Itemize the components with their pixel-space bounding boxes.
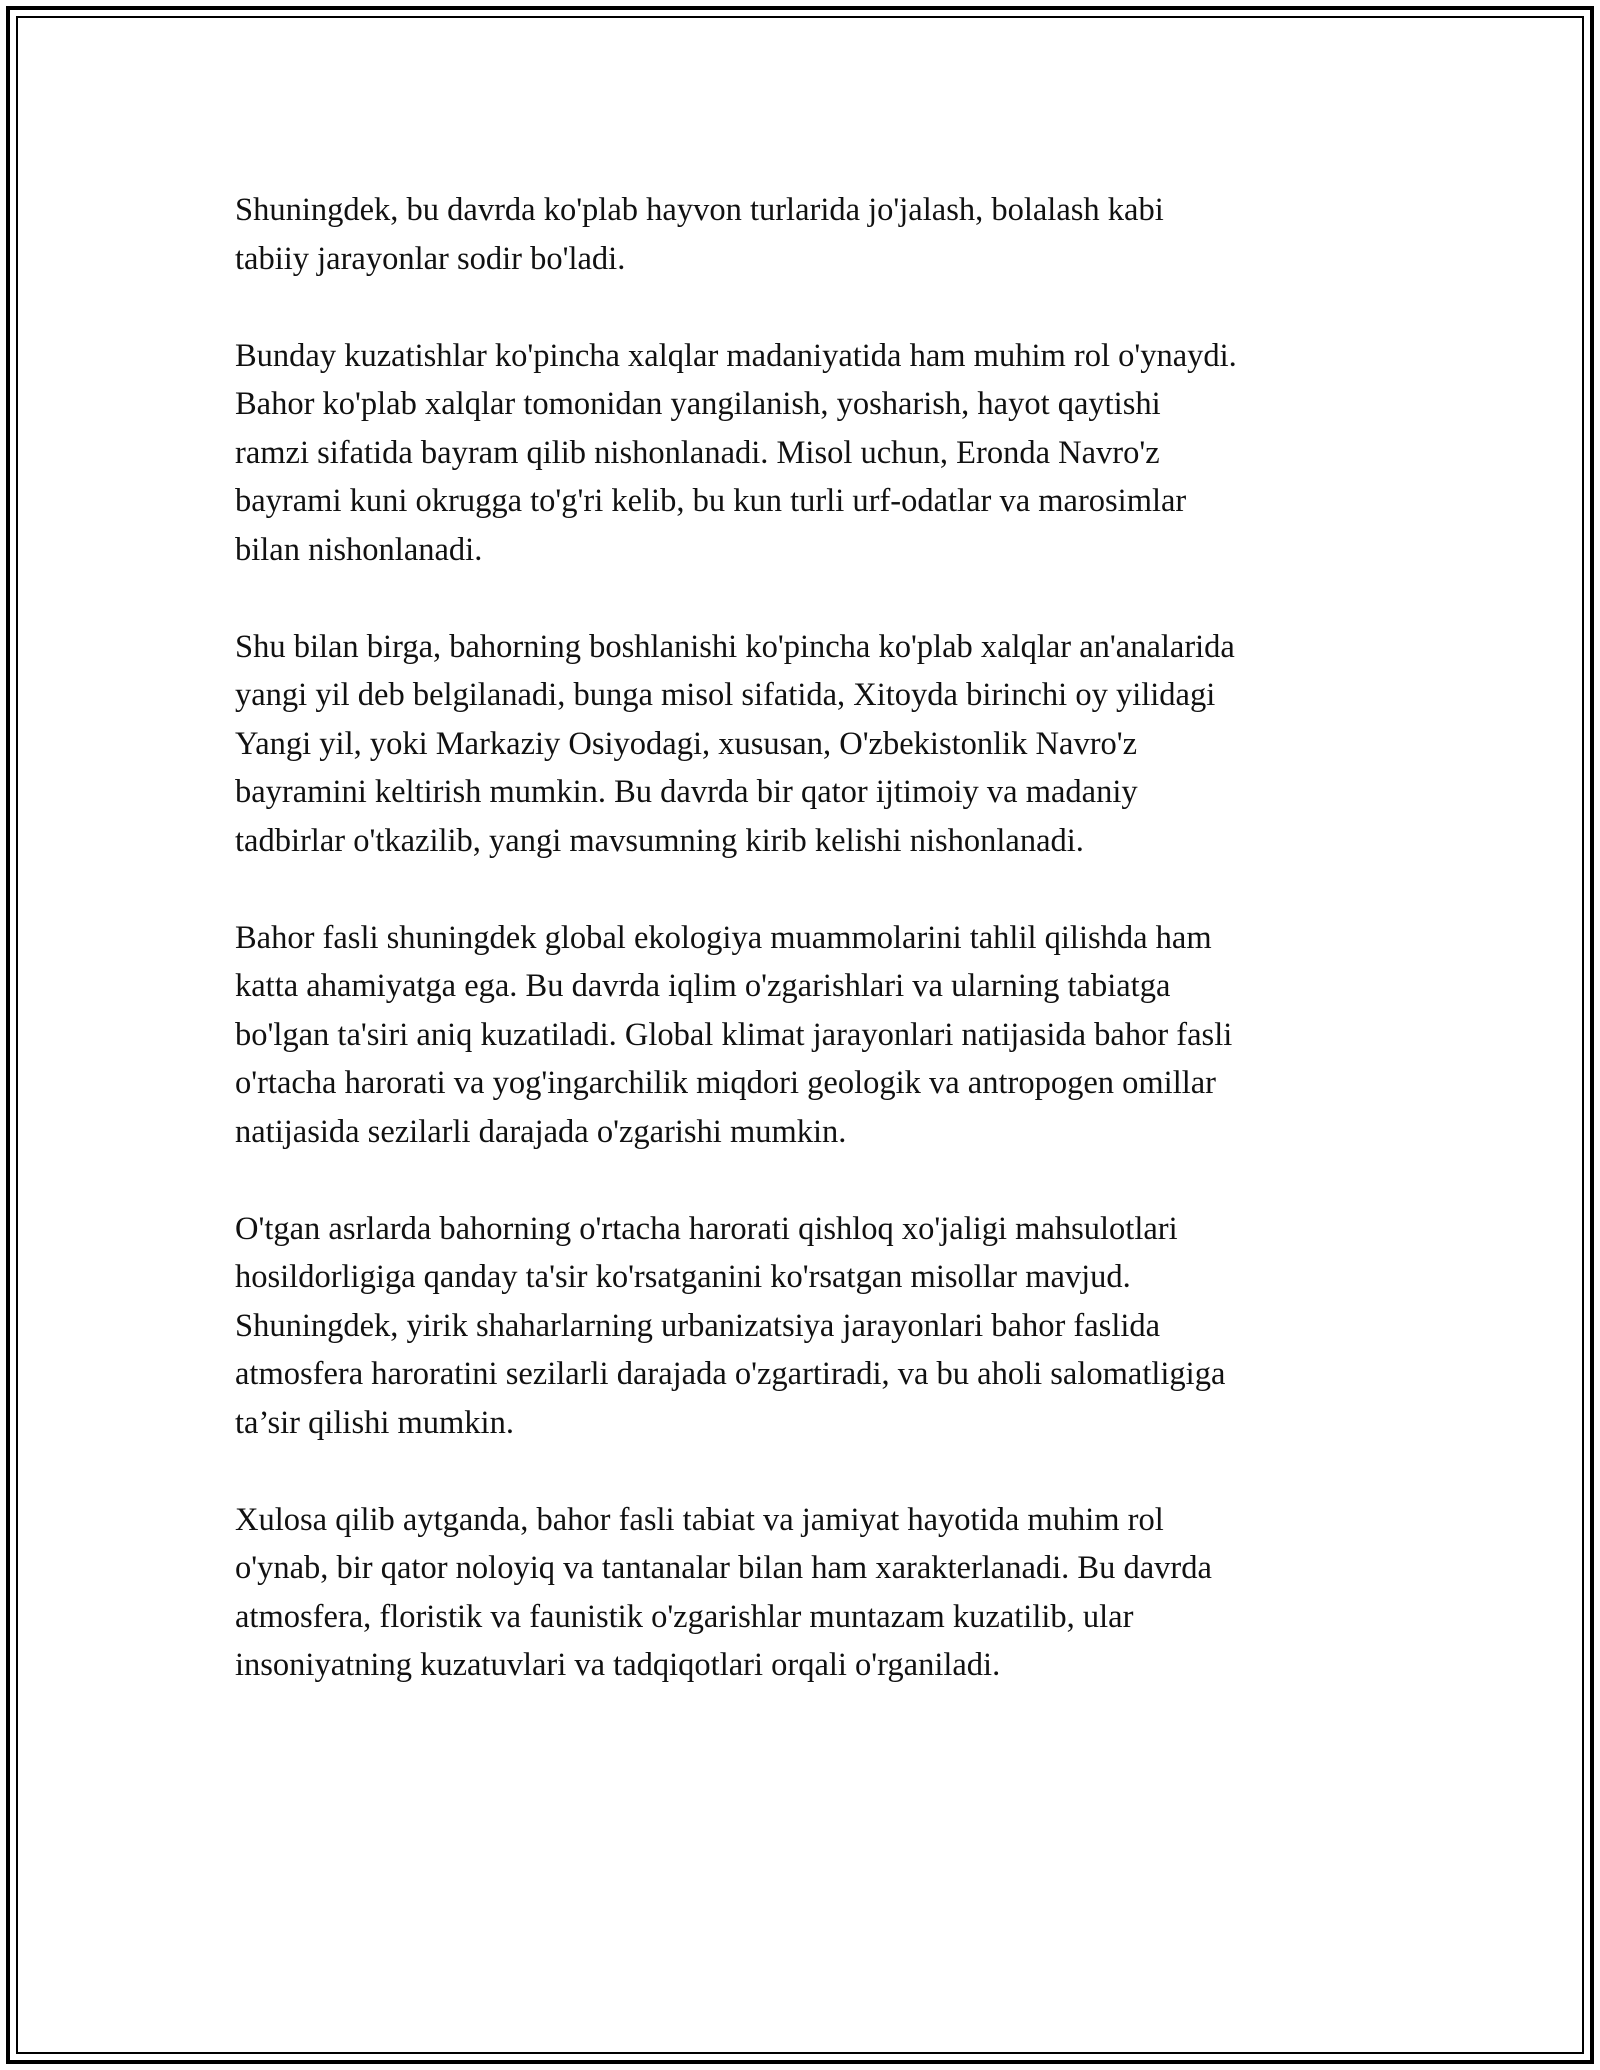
paragraph-3: Shu bilan birga, bahorning boshlanishi ko'pincha ko'plab xalqlar an'analarida yangi yil deb belgilanadi, bunga misol sifatida, Xitoyda birinchi oy yilidagi Yangi yil, yoki Markaziy Osiyodagi, xususan, O'zbekistonlik Navro'z bayramini keltirish mumkin. Bu davrda bir qator ijtimoiy va madaniy tadbirlar o'tkazilib, yangi mavsumning kirib kelishi nishonlanadi. — [235, 628, 1235, 859]
paragraph-6: Xulosa qilib aytganda, bahor fasli tabiat va jamiyat hayotida muhim rol o'ynab, bir qator noloyiq va tantanalar bilan ham xarakterlanadi. Bu davrda atmosfera, floristik va faunistik o'zgarishlar muntazam kuzatilib, ular insoniyatning kuzatuvlari va tadqiqotlari orqali o'rganiladi. — [235, 1501, 1212, 1683]
document-body — [235, 186, 1375, 1738]
paragraph-4: Bahor fasli shuningdek global ekologiya muammolarini tahlil qilishda ham katta ahamiyatga ega. Bu davrda iqlim o'zgarishlari va ularning tabiatga bo'lgan ta'siri aniq kuzatiladi. Global klimat jarayonlari natijasida bahor fasli o'rtacha harorati va yog'ingarchilik miqdori geologik va antropogen omillar natijasida sezilarli darajada o'zgarishi mumkin. — [235, 919, 1233, 1150]
paragraph-5: O'tgan asrlarda bahorning o'rtacha harorati qishloq xo'jaligi mahsulotlari hosildorligiga qanday ta'sir ko'rsatganini ko'rsatgan misollar mavjud. Shuningdek, yirik shaharlarning urbanizatsiya jarayonlari bahor faslida atmosfera haroratini sezilarli darajada o'zgartiradi, va bu aholi salomatligiga ta’sir qilishi mumkin. — [235, 1210, 1226, 1441]
paragraph-1: Shuningdek, bu davrda ko'plab hayvon turlarida jo'jalash, bolalash kabi tabiiy jarayonlar sodir bo'ladi. — [235, 192, 1164, 277]
paragraph-2: Bunday kuzatishlar ko'pincha xalqlar madaniyatida ham muhim rol o'ynaydi. Bahor ko'plab xalqlar tomonidan yangilanish, yosharish, hayot qaytishi ramzi sifatida bayram qilib nishonlanadi. Misol uchun, Eronda Navro'z bayrami kuni okrugga to'g'ri kelib, bu kun turli urf-odatlar va marosimlar bilan nishonlanadi. — [235, 337, 1237, 568]
